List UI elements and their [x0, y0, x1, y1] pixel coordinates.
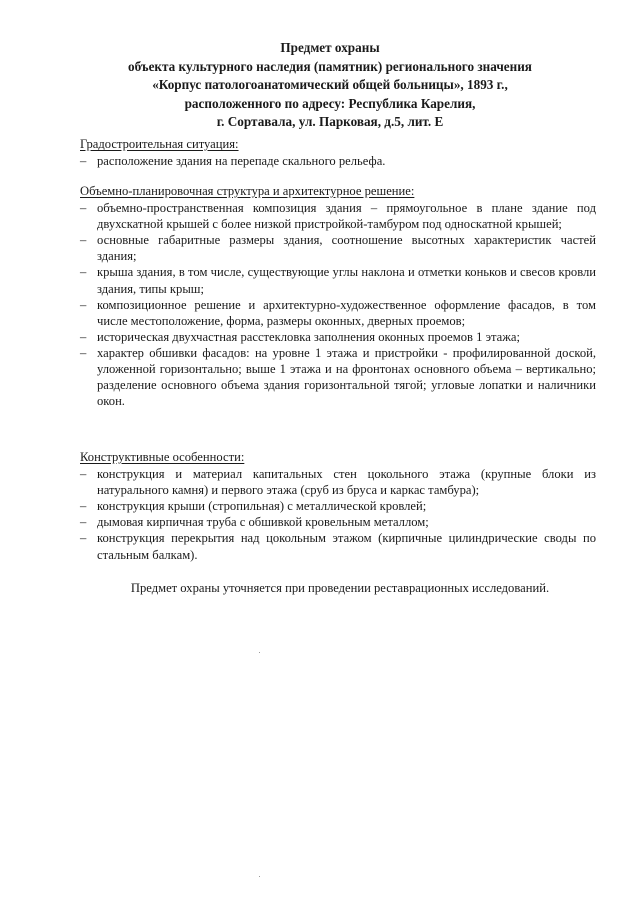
document-title: [60, 39, 600, 132]
section-heading: Градостроительная ситуация:: [80, 137, 239, 151]
dash-bullet: –: [80, 531, 87, 546]
list-item: [80, 200, 596, 232]
list-item-text: основные габаритные размеры здания, соотношение высотных характеристик частей здания;: [97, 233, 596, 264]
list-item: [80, 530, 596, 562]
dash-bullet: –: [80, 265, 87, 280]
dash-bullet: –: [80, 515, 87, 530]
section-urban-planning: [80, 136, 596, 169]
closing-note: Предмет охраны уточняется при проведении реставрационных исследований.: [130, 581, 550, 595]
list-item-text: композиционное решение и архитектурно-художественное оформление фасадов, в том числе местоположение, форма, размеры оконных, дверных проемов;: [97, 297, 596, 328]
dash-bullet: –: [80, 201, 87, 216]
title-line: объекта культурного наследия (памятник) регионального значения: [128, 58, 532, 74]
list-item: [80, 466, 596, 498]
dash-bullet: –: [80, 154, 87, 169]
list-item: [80, 264, 596, 296]
section-construction: [80, 449, 596, 563]
section-heading: Объемно-планировочная структура и архитектурное решение:: [80, 184, 415, 198]
list-item: [80, 329, 596, 345]
list-item-text: конструкция крыши (стропильная) с металлической кровлей;: [97, 499, 427, 514]
scan-speck: [259, 652, 260, 653]
scan-speck: [259, 876, 260, 877]
item-list: [80, 200, 596, 409]
section-heading: Конструктивные особенности:: [80, 450, 245, 464]
title-line: Предмет охраны: [280, 40, 380, 55]
dash-bullet: –: [80, 233, 87, 248]
list-item-text: расположение здания на перепаде скального рельефа.: [97, 154, 386, 169]
list-item: [80, 297, 596, 329]
item-list: [80, 466, 596, 563]
list-item-text: объемно-пространственная композиция здания – прямоугольное в плане здание под двухскатной крышей с более низкой пристройкой-тамбуром под односкатной крышей;: [97, 201, 596, 232]
list-item-text: конструкция перекрытия над цокольным этажом (кирпичные цилиндрические своды по стальным балкам).: [97, 531, 596, 562]
title-line: расположенного по адресу: Республика Карелия,: [184, 95, 476, 111]
list-item-text: характер обшивки фасадов: на уровне 1 этажа и пристройки - профилированной доской, уложенной горизонтально; выше 1 этажа и на фронтонах основного объема – вертикально; разделение основного объема здания горизонтальной тягой; угловые лопатки и наличники окон.: [97, 345, 596, 409]
item-list: [80, 153, 596, 169]
list-item-text: дымовая кирпичная труба с обшивкой кровельным металлом;: [97, 515, 429, 530]
section-architecture: [80, 183, 596, 409]
list-item-text: историческая двухчастная расстекловка заполнения оконных проемов 1 этажа;: [97, 329, 521, 344]
list-item: [80, 345, 596, 409]
title-line: г. Сортавала, ул. Парковая, д.5, лит. Е: [216, 114, 444, 129]
list-item: [80, 498, 596, 514]
dash-bullet: –: [80, 329, 87, 344]
title-line: «Корпус патологоанатомический общей больницы», 1893 г.,: [152, 77, 508, 92]
list-item-text: конструкция и материал капитальных стен цокольного этажа (крупные блоки из натурального камня) и первого этажа (сруб из бруса и каркас тамбура);: [97, 467, 596, 498]
list-item: [80, 153, 596, 169]
dash-bullet: –: [80, 345, 87, 360]
dash-bullet: –: [80, 297, 87, 312]
list-item: [80, 232, 596, 264]
list-item-text: крыша здания, в том числе, существующие углы наклона и отметки коньков и свесов кровли здания, типы крыш;: [97, 265, 596, 296]
dash-bullet: –: [80, 467, 87, 482]
dash-bullet: –: [80, 499, 87, 514]
list-item: [80, 514, 596, 530]
